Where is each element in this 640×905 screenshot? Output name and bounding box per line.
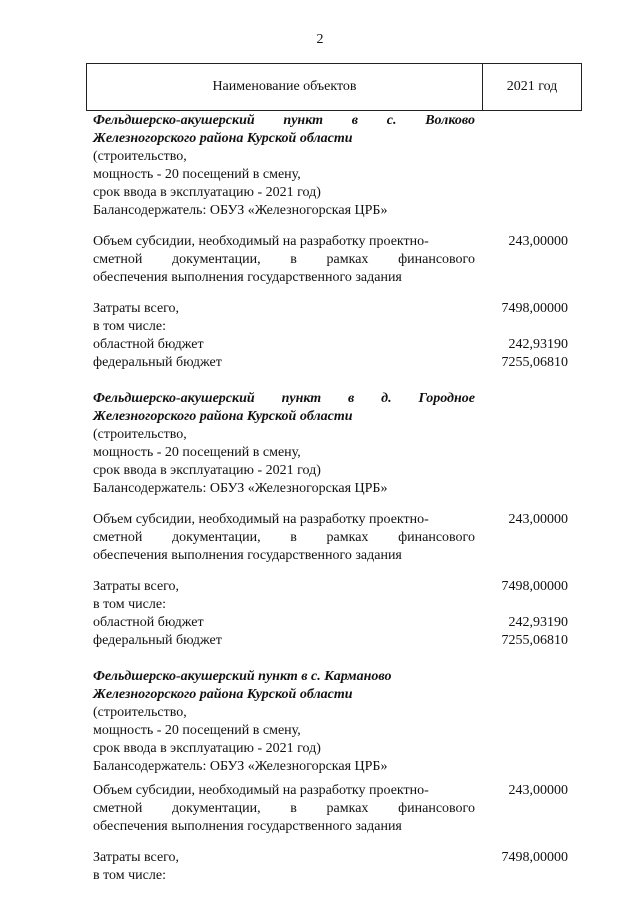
total-label: Затраты всего,	[93, 850, 180, 865]
subsidy-row	[93, 233, 568, 287]
subsidy-word: финансового	[398, 252, 475, 267]
desc-line: (строительство,	[93, 149, 187, 164]
object-title-line2: Железногорского района Курской области	[93, 409, 353, 424]
desc-line: мощность - 20 посещений в смену,	[93, 723, 301, 738]
including-label: в том числе:	[93, 868, 166, 883]
federal-budget-label: федеральный бюджет	[93, 633, 222, 648]
subsidy-row	[93, 782, 568, 836]
title-word: пункт	[281, 391, 322, 406]
desc-line: Балансодержатель: ОБУЗ «Железногорская ЦРБ»	[93, 481, 388, 496]
subsidy-word: сметной	[93, 252, 143, 267]
title-word: с.	[386, 113, 397, 128]
total-value: 7498,00000	[501, 579, 568, 594]
title-word: в	[351, 113, 358, 128]
subsidy-word: в	[290, 801, 297, 816]
subsidy-word: сметной	[93, 801, 143, 816]
page-number: 2	[316, 32, 324, 47]
federal-budget-label: федеральный бюджет	[93, 355, 222, 370]
including-row	[93, 318, 568, 336]
subsidy-word: финансового	[398, 801, 475, 816]
object-title	[93, 112, 475, 130]
desc-line: (строительство,	[93, 705, 187, 720]
header-year: 2021 год	[506, 79, 558, 94]
subsidy-word: финансового	[398, 530, 475, 545]
including-row	[93, 596, 568, 614]
regional-budget-value: 242,93190	[508, 615, 568, 630]
title-word: д.	[381, 391, 392, 406]
regional-budget-label: областной бюджет	[93, 337, 204, 352]
regional-budget-row	[93, 336, 568, 354]
subsidy-text-line3: обеспечения выполнения государственного задания	[93, 548, 402, 563]
object-title-line2: Железногорского района Курской области	[93, 131, 353, 146]
desc-line: Балансодержатель: ОБУЗ «Железногорская ЦРБ»	[93, 759, 388, 774]
regional-budget-label: областной бюджет	[93, 615, 204, 630]
including-label: в том числе:	[93, 319, 166, 334]
subsidy-word: сметной	[93, 530, 143, 545]
subsidy-text-line2	[93, 251, 475, 269]
desc-line: (строительство,	[93, 427, 187, 442]
object-section-volkovo	[93, 112, 573, 372]
subsidy-text-line2	[93, 529, 475, 547]
title-word: Фельдшерско-акушерский	[93, 113, 255, 128]
object-section-gorodnoe	[93, 390, 573, 650]
subsidy-text: Объем субсидии, необходимый на разработку проектно-	[93, 783, 429, 798]
subsidy-word: документации,	[172, 530, 261, 545]
title-word: в	[348, 391, 355, 406]
subsidy-row	[93, 511, 568, 565]
subsidy-word: документации,	[172, 252, 261, 267]
title-word: пункт	[283, 113, 323, 128]
total-row	[93, 578, 568, 596]
subsidy-text: Объем субсидии, необходимый на разработку проектно-	[93, 234, 429, 249]
subsidy-word: рамках	[326, 530, 369, 545]
desc-line: срок ввода в эксплуатацию - 2021 год)	[93, 463, 321, 478]
object-title-line2: Железногорского района Курской области	[93, 687, 353, 702]
subsidy-word: документации,	[172, 801, 261, 816]
subsidy-word: рамках	[326, 252, 369, 267]
header-object-name: Наименование объектов	[87, 64, 483, 110]
including-row	[93, 867, 568, 885]
total-label: Затраты всего,	[93, 579, 180, 594]
total-row	[93, 300, 568, 318]
title-word: Фельдшерско-акушерский	[93, 391, 255, 406]
desc-line: Балансодержатель: ОБУЗ «Железногорская ЦРБ»	[93, 203, 388, 218]
desc-line: срок ввода в эксплуатацию - 2021 год)	[93, 741, 321, 756]
subsidy-word: в	[290, 530, 297, 545]
subsidy-word: в	[290, 252, 297, 267]
federal-budget-row	[93, 354, 568, 372]
desc-line: мощность - 20 посещений в смену,	[93, 445, 301, 460]
subsidy-value: 243,00000	[508, 783, 568, 798]
subsidy-text-line3: обеспечения выполнения государственного задания	[93, 819, 402, 834]
subsidy-value: 243,00000	[508, 512, 568, 527]
federal-budget-value: 7255,06810	[501, 355, 568, 370]
regional-budget-row	[93, 614, 568, 632]
title-word: Городное	[418, 391, 475, 406]
document-body	[93, 112, 573, 903]
total-row	[93, 849, 568, 867]
table-header	[86, 63, 582, 111]
regional-budget-value: 242,93190	[508, 337, 568, 352]
total-label: Затраты всего,	[93, 301, 180, 316]
subsidy-word: рамках	[326, 801, 369, 816]
title-word: Волково	[425, 113, 475, 128]
federal-budget-value: 7255,06810	[501, 633, 568, 648]
federal-budget-row	[93, 632, 568, 650]
total-value: 7498,00000	[501, 301, 568, 316]
subsidy-value: 243,00000	[508, 234, 568, 249]
desc-line: срок ввода в эксплуатацию - 2021 год)	[93, 185, 321, 200]
object-title: Фельдшерско-акушерский пункт в с. Карманово	[93, 669, 392, 684]
subsidy-text-line2	[93, 800, 475, 818]
subsidy-text: Объем субсидии, необходимый на разработку проектно-	[93, 512, 429, 527]
total-value: 7498,00000	[501, 850, 568, 865]
object-section-karmanovo	[93, 668, 573, 885]
object-title	[93, 390, 475, 408]
including-label: в том числе:	[93, 597, 166, 612]
desc-line: мощность - 20 посещений в смену,	[93, 167, 301, 182]
subsidy-text-line3: обеспечения выполнения государственного задания	[93, 270, 402, 285]
